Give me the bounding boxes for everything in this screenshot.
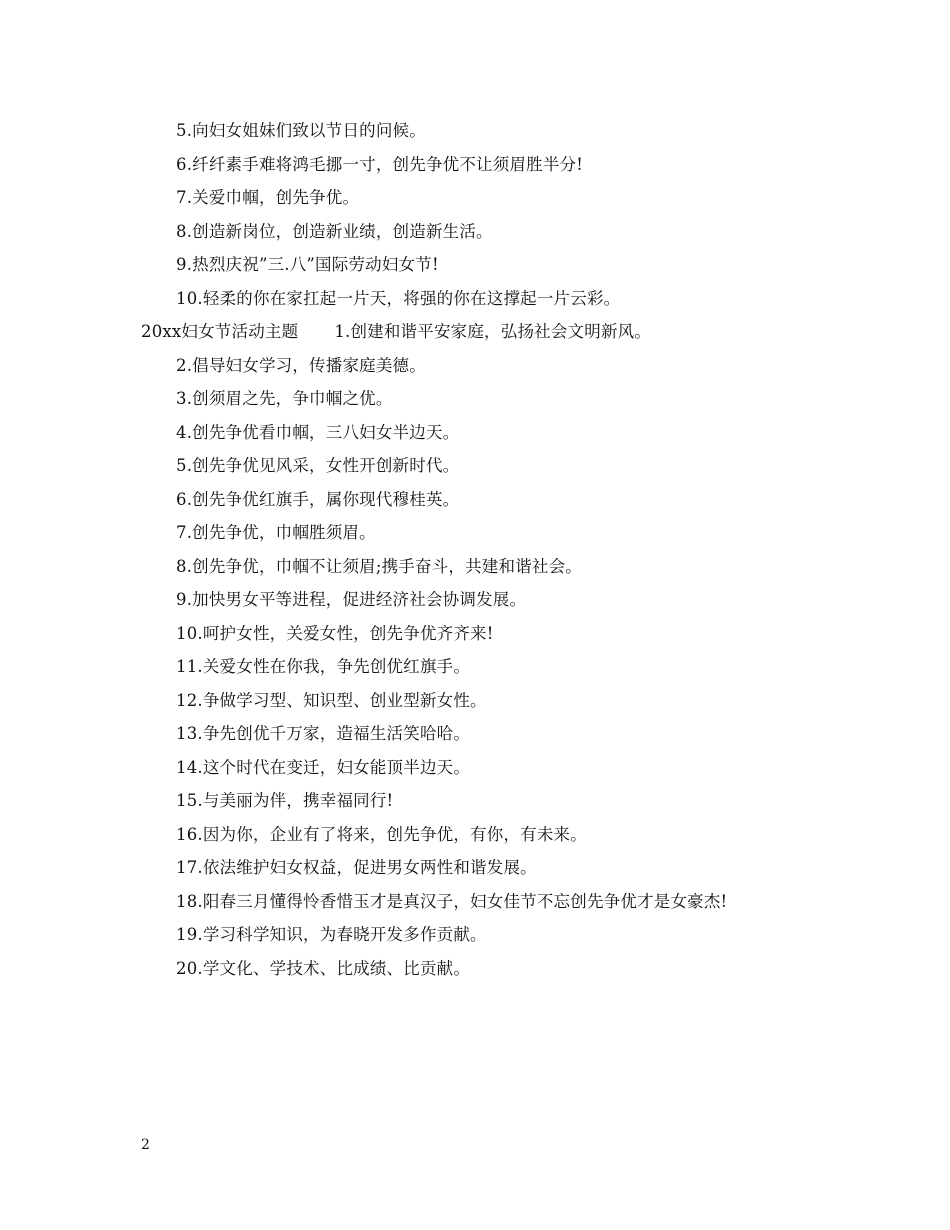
list-item: 4.创先争优看巾帼，三八妇女半边天。 — [176, 422, 460, 442]
list-item: 9.热烈庆祝”三.八”国际劳动妇女节! — [176, 255, 439, 274]
list-item: 8.创造新岗位，创造新业绩，创造新生活。 — [176, 221, 493, 241]
list-item: 2.倡导妇女学习，传播家庭美德。 — [176, 355, 426, 375]
document-body — [0, 114, 950, 985]
list-item: 15.与美丽为伴，携幸福同行! — [176, 791, 394, 810]
list-item: 16.因为你，企业有了将来，创先争优，有你，有未来。 — [176, 824, 587, 844]
list-item: 18.阳春三月懂得怜香惜玉才是真汉子，妇女佳节不忘创先争优才是女豪杰! — [176, 891, 728, 911]
list-item: 12.争做学习型、知识型、创业型新女性。 — [176, 690, 487, 710]
list-item: 6.纤纤素手难将鸿毛挪一寸，创先争优不让须眉胜半分! — [176, 154, 584, 174]
page-number: 2 — [141, 1137, 150, 1153]
list-item: 1.创建和谐平安家庭，弘扬社会文明新风。 — [334, 322, 652, 341]
section-title: 20xx妇女节活动主题 — [141, 322, 299, 341]
list-item: 7.关爱巾帼，创先争优。 — [176, 188, 360, 207]
section-heading-line — [0, 315, 950, 349]
list-item: 9.加快男女平等进程，促进经济社会协调发展。 — [176, 590, 527, 609]
list-item: 13.争先创优千万家，造福生活笑哈哈。 — [176, 724, 471, 743]
list-item: 8.创先争优，巾帼不让须眉;携手奋斗，共建和谐社会。 — [176, 556, 583, 576]
list-item: 7.创先争优，巾帼胜须眉。 — [176, 523, 376, 542]
list-item: 6.创先争优红旗手，属你现代穆桂英。 — [176, 489, 460, 509]
list-item: 5.创先争优见风采，女性开创新时代。 — [176, 456, 460, 475]
list-item: 19.学习科学知识，为春晓开发多作贡献。 — [176, 925, 487, 944]
list-item: 10.轻柔的你在家扛起一片天，将强的你在这撑起一片云彩。 — [176, 288, 621, 308]
list-item: 11.关爱女性在你我，争先创优红旗手。 — [176, 657, 471, 676]
list-item: 17.依法维护妇女权益，促进男女两性和谐发展。 — [176, 858, 537, 877]
list-item: 20.学文化、学技术、比成绩、比贡献。 — [176, 958, 471, 978]
list-item: 10.呵护女性，关爱女性，创先争优齐齐来! — [176, 623, 494, 643]
list-item: 5.向妇女姐妹们致以节日的问候。 — [176, 121, 426, 140]
list-item: 3.创须眉之先，争巾帼之优。 — [176, 389, 393, 408]
list-item: 14.这个时代在变迁，妇女能顶半边天。 — [176, 757, 471, 777]
